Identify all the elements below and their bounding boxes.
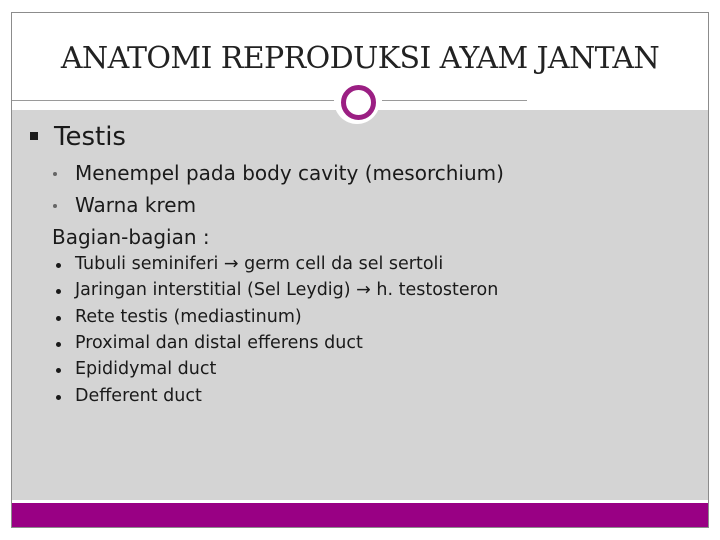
- dot-bullet-icon: [56, 263, 61, 268]
- dot-bullet-icon: [56, 289, 61, 294]
- dot-bullet-icon: [53, 172, 57, 176]
- list-item-label: Defferent duct: [75, 386, 202, 406]
- slide-title: ANATOMI REPRODUKSI AYAM JANTAN: [60, 41, 660, 76]
- title-divider-right: [382, 100, 527, 101]
- list-item-label: Tubuli seminiferi → germ cell da sel sertoli: [75, 254, 444, 274]
- sub-bullet-label: Menempel pada body cavity (mesorchium): [75, 161, 504, 185]
- list-item-label: Jaringan interstitial (Sel Leydig) → h. testosteron: [75, 280, 499, 300]
- title-divider-left: [12, 100, 338, 101]
- section-heading: Bagian-bagian :: [52, 225, 210, 249]
- dot-bullet-icon: [56, 395, 61, 400]
- list-item-label: Epididymal duct: [75, 359, 217, 379]
- dot-bullet-icon: [56, 316, 61, 321]
- bottom-accent-bar: [12, 503, 708, 527]
- list-item-label: Proximal dan distal efferens duct: [75, 333, 363, 353]
- circle-ornament-icon: [341, 85, 376, 120]
- dot-bullet-icon: [56, 368, 61, 373]
- sub-bullet-label: Warna krem: [75, 193, 197, 217]
- bullet-label: Testis: [54, 122, 126, 152]
- dot-bullet-icon: [53, 204, 57, 208]
- list-item-label: Rete testis (mediastinum): [75, 307, 302, 327]
- square-bullet-icon: [30, 132, 38, 140]
- dot-bullet-icon: [56, 342, 61, 347]
